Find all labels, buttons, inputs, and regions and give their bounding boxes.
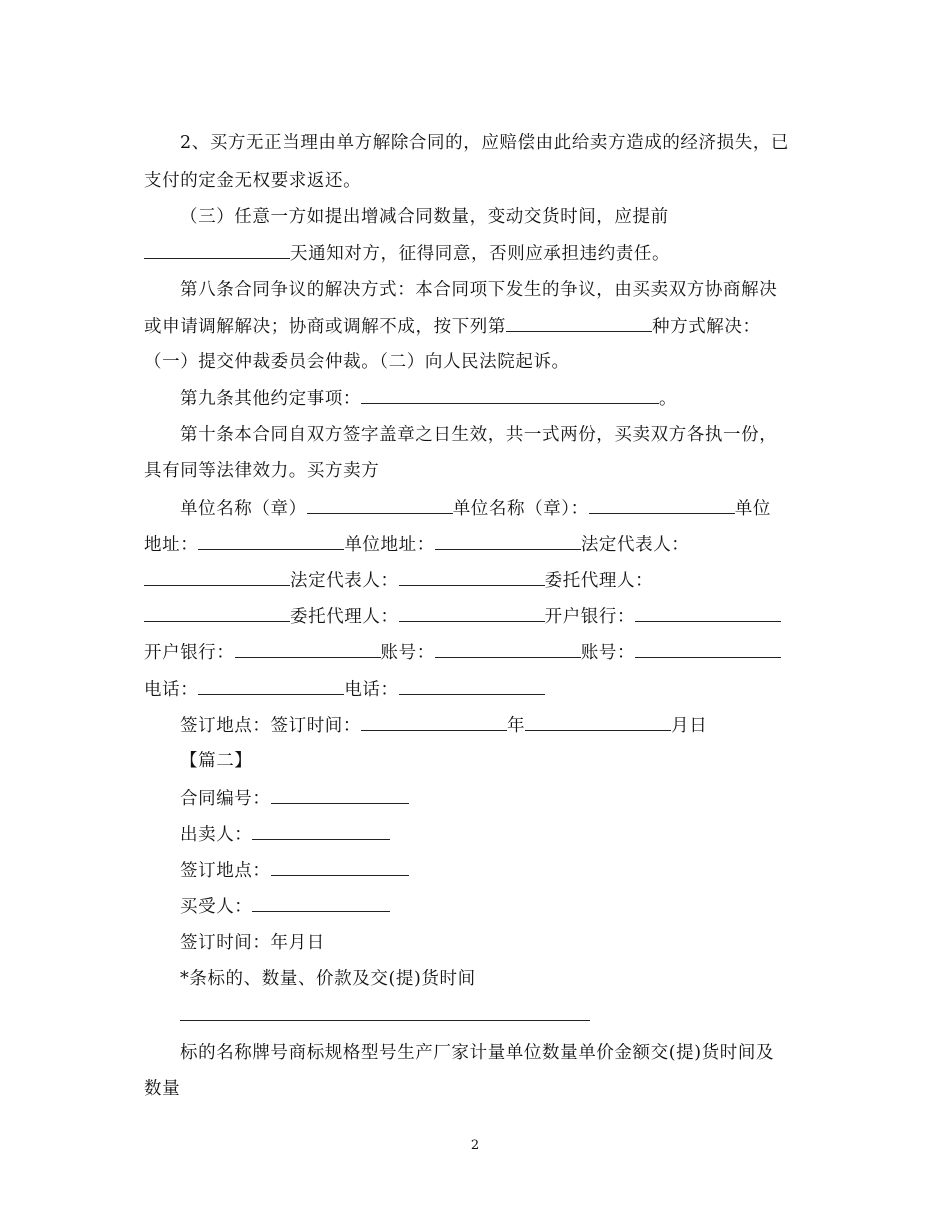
form-line: 出卖人： xyxy=(180,822,390,847)
signature-line: 单位名称（章） 单位名称（章）： 单位 xyxy=(180,496,771,521)
blank-field xyxy=(271,858,409,876)
blank-field xyxy=(399,677,545,695)
blank-field xyxy=(506,314,652,332)
paragraph-line: （三）任意一方如提出增减合同数量，变动交货时间，应提前 xyxy=(180,207,669,227)
blank-field xyxy=(198,677,344,695)
blank-field xyxy=(252,822,390,840)
paragraph-line: 2、买方无正当理由单方解除合同的，应赔偿由此给卖方造成的经济损失，已 xyxy=(180,133,790,153)
table-header-line: 数量 xyxy=(144,1079,181,1099)
blank-field xyxy=(435,640,581,658)
blank-field xyxy=(307,496,453,514)
signature-line: 委托代理人： 开户银行： xyxy=(144,604,781,629)
signature-line: 地址： 单位地址： 法定代表人： xyxy=(144,532,689,557)
blank-field xyxy=(144,241,290,259)
blank-field xyxy=(198,532,344,550)
blank-field xyxy=(435,532,581,550)
blank-field xyxy=(235,640,381,658)
blank-field xyxy=(635,640,781,658)
section-heading: 【篇二】 xyxy=(180,751,253,771)
paragraph-line: 或申请调解解决；协商或调解不成，按下列第 种方式解决： xyxy=(144,314,761,339)
blank-field xyxy=(361,386,659,404)
table-header-line: 标的名称牌号商标规格型号生产厂家计量单位数量单价金额交(提)货时间及 xyxy=(180,1043,775,1063)
paragraph-line: 第九条其他约定事项： 。 xyxy=(180,386,677,411)
blank-field xyxy=(144,604,290,622)
horizontal-rule xyxy=(180,1020,590,1021)
blank-field xyxy=(399,604,545,622)
signature-line: 开户银行： 账号： 账号： xyxy=(144,640,781,665)
form-line: 签订地点： xyxy=(180,858,409,883)
form-line: 买受人： xyxy=(180,894,390,919)
paragraph-line: （一）提交仲裁委员会仲裁。（二）向人民法院起诉。 xyxy=(144,352,570,372)
paragraph-line: 第十条本合同自双方签字盖章之日生效，共一式两份，买卖双方各执一份， xyxy=(180,425,778,445)
paragraph-line: 支付的定金无权要求返还。 xyxy=(144,171,362,191)
blank-field xyxy=(525,713,671,731)
form-line: 签订时间：年月日 xyxy=(180,933,325,953)
form-line: 合同编号： xyxy=(180,786,409,811)
blank-field xyxy=(399,568,545,586)
page-number: 2 xyxy=(470,1138,480,1153)
blank-field xyxy=(589,496,735,514)
paragraph-line: 具有同等法律效力。买方卖方 xyxy=(144,461,380,481)
blank-field xyxy=(144,568,290,586)
paragraph-line: 第八条合同争议的解决方式：本合同项下发生的争议，由买卖双方协商解决 xyxy=(180,280,778,300)
clause-line: *条标的、数量、价款及交(提)货时间 xyxy=(180,969,476,989)
blank-field xyxy=(635,604,781,622)
paragraph-line: 天通知对方，征得同意，否则应承担违约责任。 xyxy=(144,241,670,266)
blank-field xyxy=(361,713,507,731)
signature-line: 签订地点：签订时间： 年 月日 xyxy=(180,713,707,738)
signature-line: 电话： 电话： xyxy=(144,677,545,702)
blank-field xyxy=(271,786,409,804)
blank-field xyxy=(252,894,390,912)
signature-line: 法定代表人： 委托代理人： xyxy=(144,568,653,593)
